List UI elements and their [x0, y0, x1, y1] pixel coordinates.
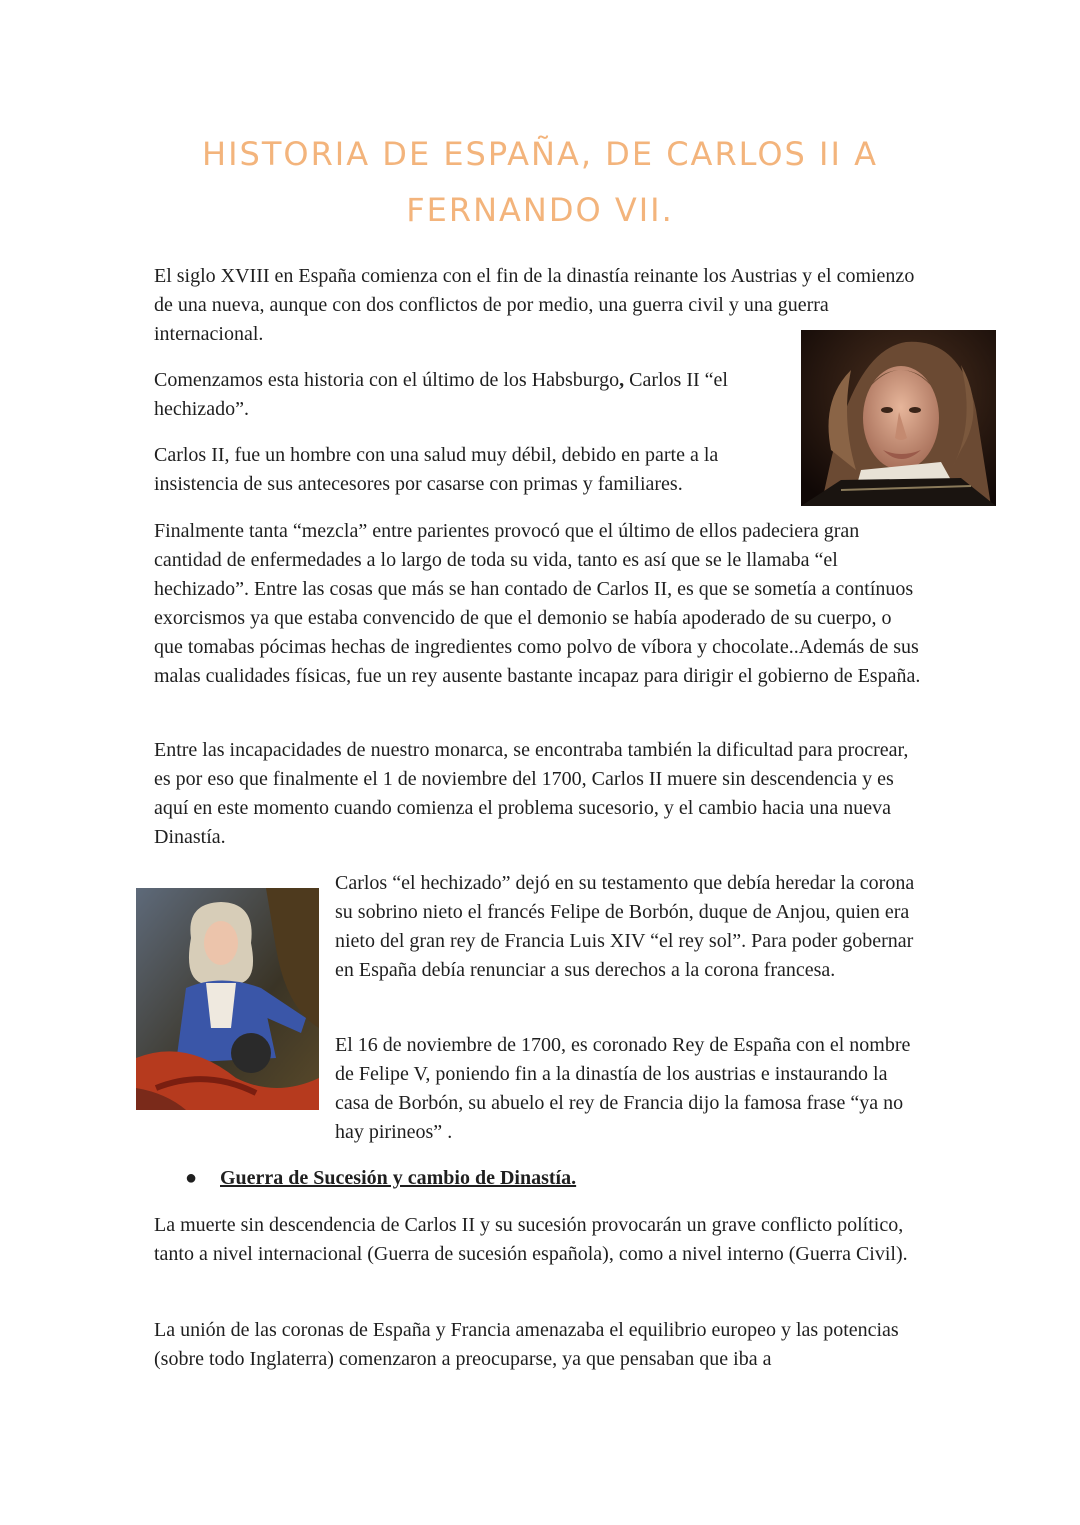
paragraph-conflicto: La muerte sin descendencia de Carlos II y su sucesión provocarán un grave conflicto político, tanto a nivel internacional (Guerra de sucesión española), como a nivel interno (Guerra Civil). — [154, 1214, 908, 1265]
paragraph-habsburgo-comma: , — [619, 369, 625, 391]
paragraph-enfermedades: Finalmente tanta “mezcla” entre parientes provocó que el último de ellos padeciera gran cantidad de enfermedades a lo largo de toda su vida, tanto es así que se le llamaba “el hechizado”. Entre las cosas que más se han contado de Carlos II, es que se sometía a contínuos exorcismos ya que estaba convencido de que el demonio se había apoderado de su cuerpo, o que tomabas pócimas hechas de ingredientes como polvo de víbora y chocolate..Además de sus malas cualidades físicas, fue un rey ausente bastante incapaz para dirigir el gobierno de España. — [154, 520, 921, 687]
paragraph-intro: El siglo XVIII en España comienza con el fin de la dinastía reinante los Austrias y el comienzo de una nueva, aunque con dos conflictos de por medio, una guerra civil y una guerra internacional. — [154, 265, 915, 345]
section-heading — [185, 1164, 785, 1193]
paragraph-sucesion: Entre las incapacidades de nuestro monarca, se encontraba también la dificultad para procrear, es por eso que finalmente el 1 de noviembre del 1700, Carlos II muere sin descendencia y es aquí en este momento cuando comienza el problema sucesorio, y el cambio hacia una nueva Dinastía. — [154, 739, 909, 848]
page-title-line-1: HISTORIA DE ESPAÑA, DE CARLOS II A — [202, 135, 878, 173]
paragraph-coronacion: El 16 de noviembre de 1700, es coronado Rey de España con el nombre de Felipe V, poniendo fin a la dinastía de los austrias e instaurando la casa de Borbón, su abuelo el rey de Francia dijo la famosa frase “ya no hay pirineos” . — [335, 1034, 911, 1143]
carlos-ii-portrait — [801, 330, 996, 506]
paragraph-habsburgo-end: Carlos II “el hechizado”. — [154, 369, 728, 420]
paragraph-habsburgo — [154, 366, 794, 424]
page-title-line-2: FERNANDO VII. — [406, 191, 674, 229]
paragraph-equilibrio: La unión de las coronas de España y Francia amenazaba el equilibrio europeo y las potencias (sobre todo Inglaterra) comenzaron a preocuparse, ya que pensaban que iba a — [154, 1319, 899, 1370]
paragraph-testamento: Carlos “el hechizado” dejó en su testamento que debía heredar la corona su sobrino nieto el francés Felipe de Borbón, duque de Anjou, quien era nieto del gran rey de Francia Luis XIV “el rey sol”. Para poder gobernar en España debía renunciar a sus derechos a la corona francesa. — [335, 872, 915, 981]
paragraph-habsburgo-start: Comenzamos esta historia con el último de los Habsburgo — [154, 369, 620, 391]
felipe-v-portrait — [136, 888, 319, 1110]
bullet-icon: ● — [185, 1167, 198, 1189]
paragraph-salud: Carlos II, fue un hombre con una salud muy débil, debido en parte a la insistencia de sus antecesores por casarse con primas y familiares. — [154, 444, 719, 495]
section-heading-text: Guerra de Sucesión y cambio de Dinastía. — [220, 1167, 577, 1189]
